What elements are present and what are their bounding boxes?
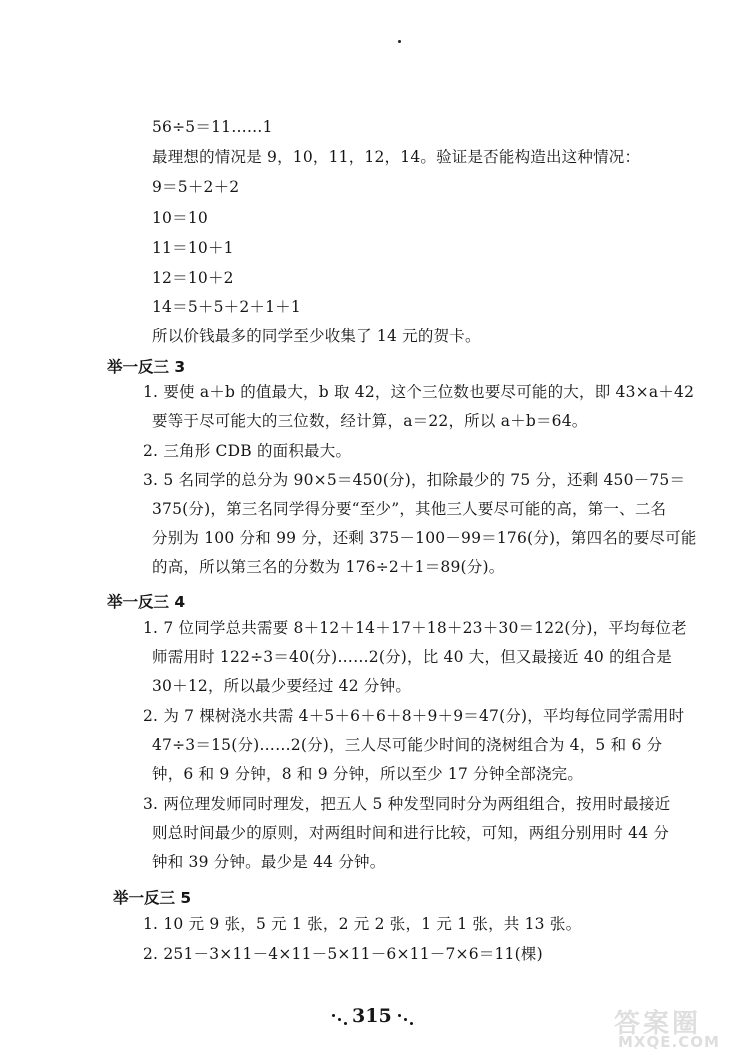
text-line: 师需用时 122÷3＝40(分)……2(分)，比 40 大，但又最接近 40 的组合是 [152, 648, 672, 666]
section-heading: 举一反三 5 [113, 889, 192, 907]
text-line: 12＝10＋2 [152, 269, 234, 287]
text-line: 1. 要使 a＋b 的值最大，b 取 42，这个三位数也要尽可能的大，即 43×a＋42 [143, 383, 695, 401]
decorative-dot [398, 1014, 401, 1017]
text-line: 的高，所以第三名的分数为 176÷2＋1＝89(分)。 [152, 558, 505, 576]
section-heading: 举一反三 3 [107, 358, 186, 376]
text-line: 10＝10 [152, 209, 208, 227]
text-line: 56÷5＝11……1 [152, 118, 273, 136]
text-line: 1. 10 元 9 张，5 元 1 张，2 元 2 张，1 元 1 张，共 13 张。 [143, 915, 582, 933]
decorative-dot [404, 1018, 407, 1021]
text-line: 3. 5 名同学的总分为 90×5＝450(分)，扣除最少的 75 分，还剩 450－75＝ [143, 471, 686, 489]
decorative-dot [338, 1018, 341, 1021]
text-line: 2. 为 7 棵树浇水共需 4＋5＋6＋6＋8＋9＋9＝47(分)，平均每位同学需用时 [143, 707, 685, 725]
text-line: 14＝5＋5＋2＋1＋1 [152, 298, 301, 316]
text-line: 3. 两位理发师同时理发，把五人 5 种发型同时分为两组组合，按用时最接近 [143, 795, 671, 813]
text-line: 则总时间最少的原则，对两组时间和进行比较，可知，两组分别用时 44 分 [152, 824, 670, 842]
text-line: 钟和 39 分钟。最少是 44 分钟。 [152, 853, 386, 871]
watermark-logo [612, 1005, 746, 1051]
decorative-dot [332, 1014, 335, 1017]
scan-speck [398, 40, 401, 43]
text-line: 2. 三角形 CDB 的面积最大。 [143, 442, 352, 460]
text-line: 要等于尽可能大的三位数，经计算，a＝22，所以 a＋b＝64。 [152, 412, 588, 430]
text-line: 9＝5＋2＋2 [152, 178, 240, 196]
watermark-text: 答案圈 [614, 1009, 702, 1039]
section-heading: 举一反三 4 [107, 593, 186, 611]
text-line: 30＋12，所以最少要经过 42 分钟。 [152, 677, 412, 695]
decorative-dot [344, 1022, 347, 1025]
decorative-dot [410, 1022, 413, 1025]
text-line: 2. 251－3×11－4×11－5×11－6×11－7×6＝11(棵) [143, 945, 543, 963]
text-line: 最理想的情况是 9，10，11，12，14。验证是否能构造出这种情况： [152, 148, 641, 166]
text-line: 375(分)，第三名同学得分要“至少”，其他三人要尽可能的高，第一、二名 [152, 500, 667, 518]
text-line: 所以价钱最多的同学至少收集了 14 元的贺卡。 [152, 327, 481, 345]
page-number-area [330, 1005, 420, 1031]
page-number: 315 [352, 1005, 392, 1027]
text-line: 47÷3＝15(分)……2(分)，三人尽可能少时间的浇树组合为 4，5 和 6 分 [152, 736, 663, 754]
text-line: 钟，6 和 9 分钟，8 和 9 分钟，所以至少 17 分钟全部浇完。 [152, 765, 584, 783]
text-line: 1. 7 位同学总共需要 8＋12＋14＋17＋18＋23＋30＝122(分)，平均每位老 [143, 619, 687, 637]
watermark-url: MXQE.COM [618, 1033, 720, 1051]
text-line: 11＝10＋1 [152, 239, 234, 257]
text-line: 分别为 100 分和 99 分，还剩 375－100－99＝176(分)，第四名的要尽可能 [152, 529, 697, 547]
